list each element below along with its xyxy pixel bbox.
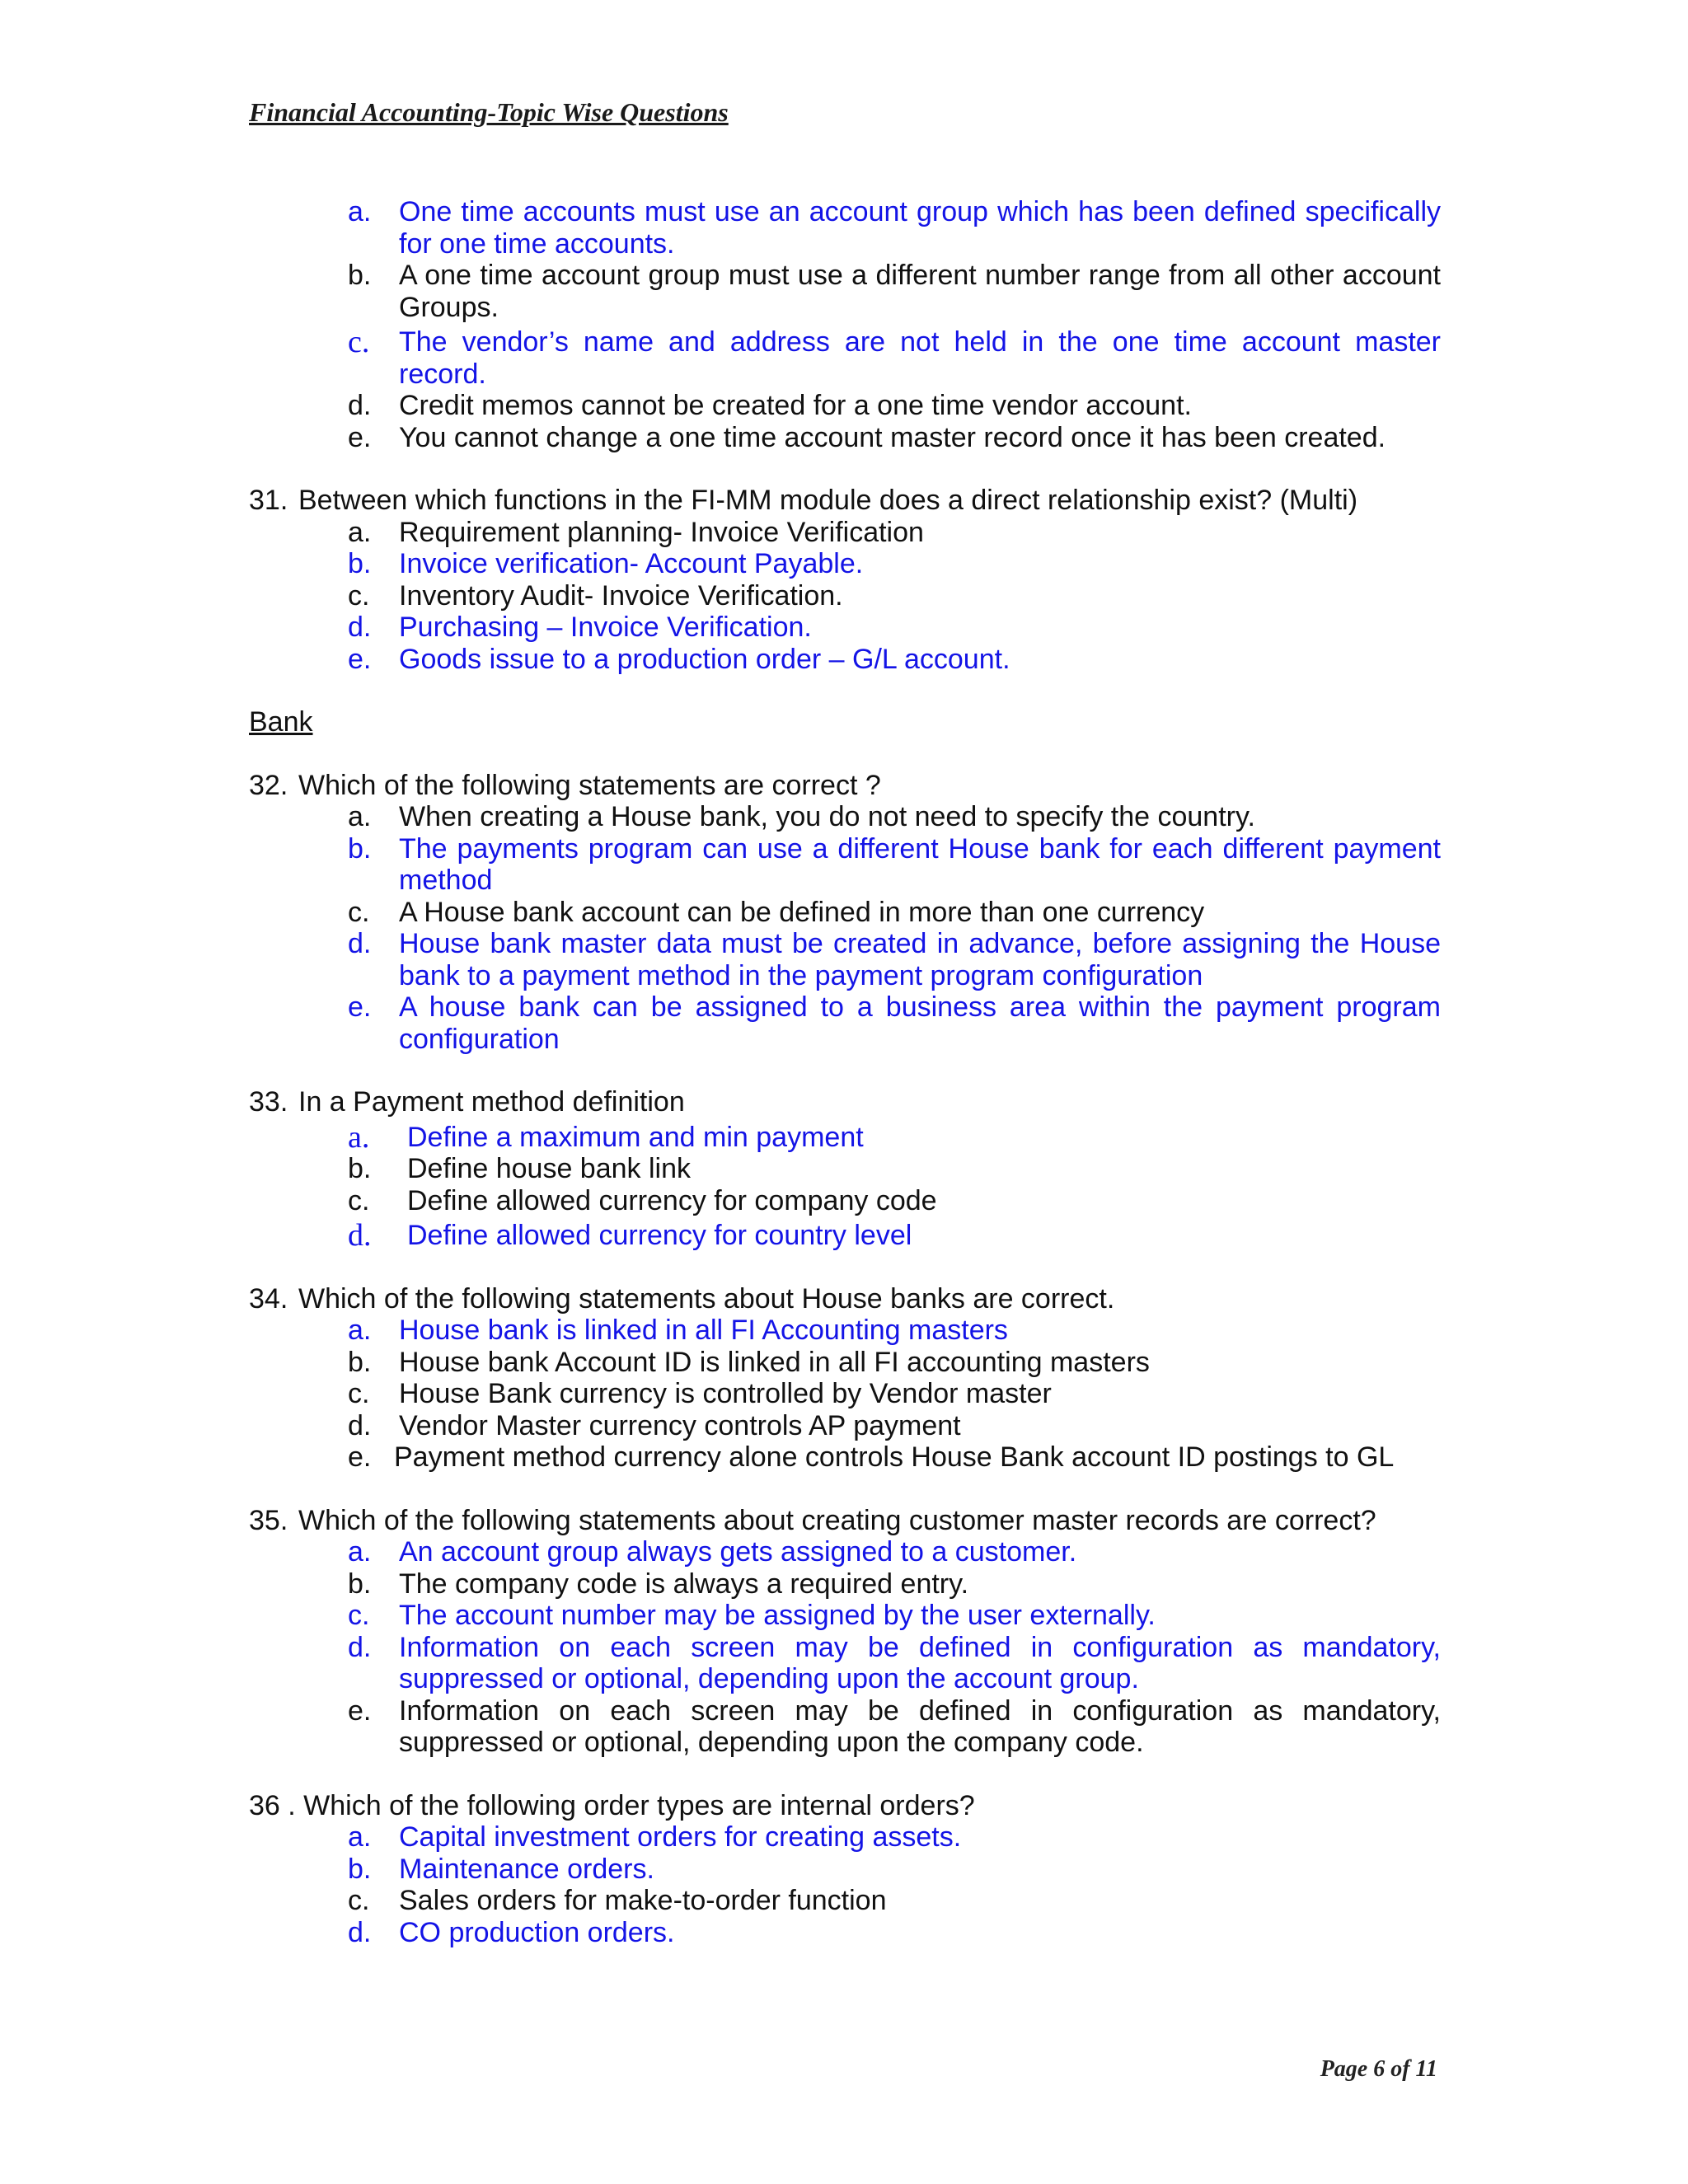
q30-option-d: d. Credit memos cannot be created for a one time vendor account. (348, 390, 1192, 421)
question-34: 34. Which of the following statements about House banks are correct. (249, 1282, 1115, 1315)
q35-option-a: a. An account group always gets assigned to a customer. (348, 1536, 1077, 1568)
page-header-title: Financial Accounting-Topic Wise Questions (249, 97, 729, 127)
q33-option-d: d. Define allowed currency for country level (348, 1218, 912, 1253)
q32-option-c: c. A House bank account can be defined in more than one currency (348, 896, 1205, 928)
q33-option-c: c. Define allowed currency for company code (348, 1184, 937, 1216)
q32-option-b: b. The payments program can use a different House bank for each different payment method (348, 832, 1441, 896)
q34-option-a: a. House bank is linked in all FI Accounting masters (348, 1315, 1008, 1346)
question-32: 32. Which of the following statements are correct ? (249, 769, 881, 801)
q34-option-d: d. Vendor Master currency controls AP payment (348, 1409, 961, 1441)
q36-option-d: d. CO production orders. (348, 1916, 675, 1948)
section-heading-bank: Bank (249, 706, 313, 738)
question-35: 35. Which of the following statements about creating customer master records are correct? (249, 1504, 1376, 1536)
page-number: Page 6 of 11 (1320, 2056, 1437, 2082)
q30-option-e: e. You cannot change a one time account master record once it has been created. (348, 421, 1386, 453)
q33-option-b: b. Define house bank link (348, 1153, 692, 1184)
q34-option-e: e. Payment method currency alone controls House Bank account ID postings to GL (348, 1441, 1395, 1473)
question-36: 36 . Which of the following order types are internal orders? (249, 1789, 975, 1821)
q35-option-c: c. The account number may be assigned by the user externally. (348, 1600, 1156, 1631)
q35-option-d: d. Information on each screen may be defined in configuration as mandatory, suppressed or optional, depending upon the account group. (348, 1631, 1441, 1694)
q31-option-c: c. Inventory Audit- Invoice Verification. (348, 579, 843, 612)
q36-option-c: c. Sales orders for make-to-order function (348, 1885, 887, 1916)
question-33: 33. In a Payment method definition (249, 1086, 685, 1118)
q32-option-d: d. House bank master data must be created in advance, before assigning the House bank to a payment method in the payment program configuration (348, 928, 1441, 991)
q30-option-c: c. The vendor’s name and address are not held in the one time account master record. (348, 325, 1441, 390)
q36-option-a: a. Capital investment orders for creating assets. (348, 1821, 962, 1853)
q31-option-a: a. Requirement planning- Invoice Verification (348, 516, 924, 548)
q31-option-d: d. Purchasing – Invoice Verification. (348, 612, 812, 643)
question-content (249, 196, 1441, 1948)
q32-option-e: e. A house bank can be assigned to a business area within the payment program configuration (348, 991, 1441, 1055)
q30-option-b: b. A one time account group must use a different number range from all other account Groups. (348, 260, 1441, 323)
q32-option-a: a. When creating a House bank, you do not need to specify the country. (348, 801, 1255, 832)
q35-option-e: e. Information on each screen may be defined in configuration as mandatory, suppressed or optional, depending upon the company code. (348, 1694, 1441, 1758)
question-31: 31. Between which functions in the FI-MM module does a direct relationship exist? (Multi) (249, 485, 1358, 516)
q31-option-e: e. Goods issue to a production order – G/L account. (348, 643, 1010, 675)
q34-option-b: b. House bank Account ID is linked in all FI accounting masters (348, 1346, 1150, 1378)
q31-option-b: b. Invoice verification- Account Payable. (348, 548, 864, 579)
q33-option-a: a. Define a maximum and min payment (348, 1119, 864, 1155)
q34-option-c: c. House Bank currency is controlled by Vendor master (348, 1378, 1052, 1409)
q35-option-b: b. The company code is always a required entry. (348, 1568, 969, 1600)
q36-option-b: b. Maintenance orders. (348, 1853, 654, 1885)
q30-option-a: a. One time accounts must use an account group which has been defined specifically for one time accounts. (348, 196, 1441, 260)
